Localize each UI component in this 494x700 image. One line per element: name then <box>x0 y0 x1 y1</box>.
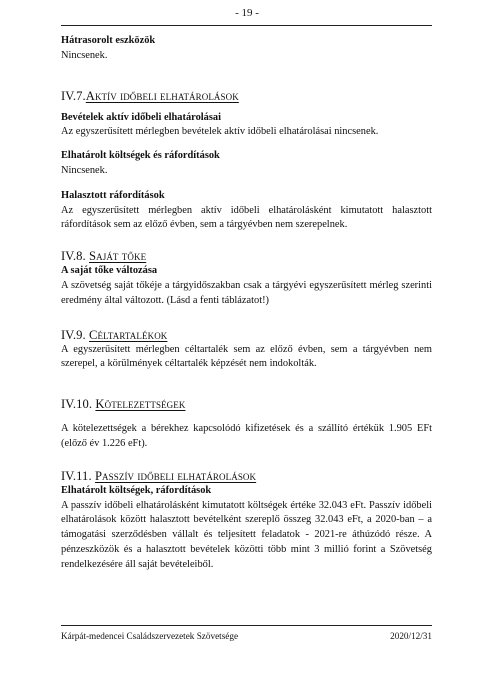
iv9-body: A egyszerűsített mérlegben céltartalék sem az előző évben, sem a tárgyévben nem szerepel, a körülmények céltartalék képzését nem indokolták. <box>61 343 432 370</box>
iv11-heading <box>61 468 432 484</box>
iv7-sub1-body: Az egyszerűsített mérlegben bevételek aktív időbeli elhatárolásai nincsenek. <box>61 126 379 138</box>
header-rule <box>61 25 432 26</box>
hatrasorolt-title: Hátrasorolt eszközök <box>61 35 156 46</box>
iv11-number: IV.11. <box>61 468 92 483</box>
iv8-heading <box>61 248 432 264</box>
section-iv8 <box>61 248 432 308</box>
iv10-title: Kötelezettségek <box>95 397 186 412</box>
iv10-heading <box>61 396 432 412</box>
iv9-title: Céltartalékok <box>89 327 168 342</box>
iv8-subtitle: A saját tőke változása <box>61 265 158 277</box>
iv11-body: A passzív időbeli elhatárolásként kimutatott költségek értéke 32.043 eFt. Passzív időbeli elhatárolások között halasztott bevételként szereplő összeg 32.043 eFt, a 2020-ban – a támogatási szerződésben vállalt és teljesített feladatok - 2021-re áthúzódó része. A pénzeszközök és a halasztott bevételek közötti több mint 3 millió forint a Szövetség rendelkezésére áll saját bevételeiből. <box>61 499 432 570</box>
iv10-number: IV.10. <box>61 397 93 412</box>
iv7-sub1-title: Bevételek aktív időbeli elhatárolásai <box>61 111 221 123</box>
iv9-number: IV.9. <box>61 327 86 342</box>
iv7-sub1 <box>61 111 432 141</box>
iv9-heading <box>61 327 432 343</box>
iv7-sub2-title: Elhatárolt költségek és ráfordítások <box>61 150 220 162</box>
iv8-number: IV.8. <box>61 249 86 264</box>
iv8-body: A szövetség saját tőkéje a tárgyidőszakban csak a tárgyévi egyszerűsített mérleg szerinti eredmény által változott. (Lásd a fenti táblázatot!) <box>61 279 432 306</box>
iv7-sub2-body: Nincsenek. <box>61 164 108 176</box>
iv11-subtitle: Elhatárolt költségek, ráfordítások <box>61 484 212 496</box>
iv7-sub3 <box>61 189 432 233</box>
footer-rule <box>61 625 432 626</box>
hatrasorolt-body: Nincsenek. <box>61 49 108 61</box>
iv7-number: IV.7. <box>61 88 86 103</box>
footer-date: 2020/12/31 <box>390 631 432 641</box>
section-iv11 <box>61 468 432 573</box>
iv7-title: Aktív időbeli elhatárolások <box>85 88 239 103</box>
section-hatrasorolt <box>61 34 432 64</box>
page-number: - 19 - <box>235 7 259 19</box>
section-iv7 <box>61 88 432 234</box>
iv7-sub3-body: Az egyszerűsített mérlegben aktív időbeli elhatárolásként kimutatott halasztott ráfordítások sem az előző évben, sem a tárgyévben nem szerepelnek. <box>61 204 432 231</box>
iv8-title: Saját tőke <box>89 249 147 264</box>
iv7-heading <box>61 88 432 104</box>
iv7-sub3-title: Halasztott ráfordítások <box>61 189 165 201</box>
iv11-title: Passzív időbeli elhatárolások <box>94 468 257 483</box>
section-iv9 <box>61 327 432 373</box>
iv10-body: A kötelezettségek a bérekhez kapcsolódó kifizetések és a szállító értékük 1.905 EFt (előző év 1.226 eFt). <box>61 423 432 449</box>
page-content <box>61 34 432 573</box>
footer-organization: Kárpát-medencei Családszervezetek Szövetsége <box>61 631 239 641</box>
iv7-sub2 <box>61 149 432 179</box>
section-iv10 <box>61 396 432 452</box>
